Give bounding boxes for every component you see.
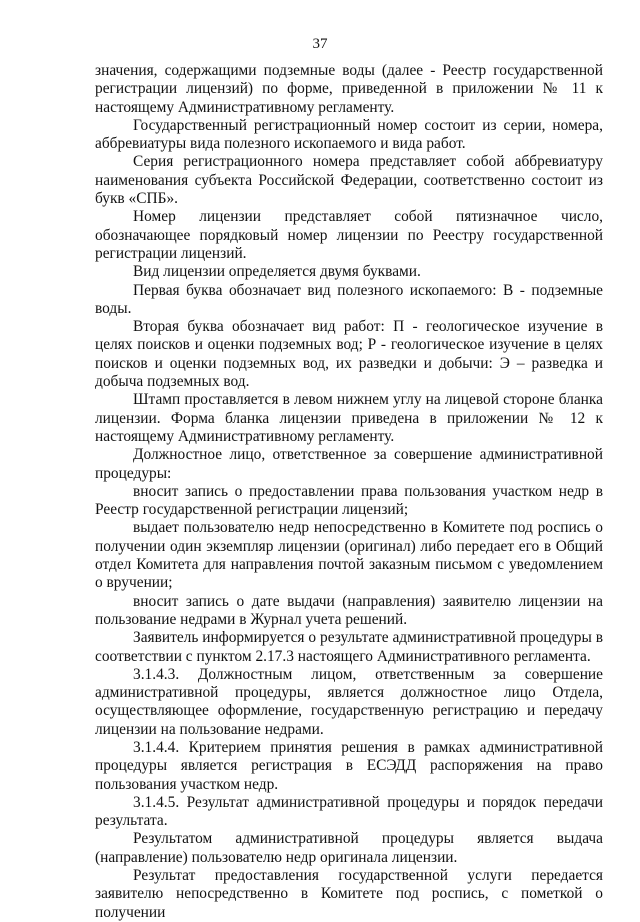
paragraph-result-transfer: Результат предоставления государственной услуги передается заявителю непосредственно в Комитете под роспись, с пометкой о получении	[95, 867, 603, 921]
paragraph-registry-form: значения, содержащими подземные воды (далее - Реестр государственной регистрации лицензий) по форме, приведенной в приложении № 11 к настоящему Административному регламенту.	[95, 62, 603, 116]
paragraph-3-1-4-4: 3.1.4.4. Критерием принятия решения в рамках административной процедуры является регистрация в ЕСЭДД распоряжения на право пользования участком недр.	[95, 738, 603, 793]
document-body	[95, 62, 603, 922]
paragraph-official: Должностное лицо, ответственное за совершение административной процедуры:	[95, 446, 603, 482]
paragraph-applicant-informed: Заявитель информируется о результате административной процедуры в соответствии с пунктом 2.17.3 настоящего Административного регламента.	[95, 629, 603, 665]
paragraph-stamp: Штамп проставляется в левом нижнем углу на лицевой стороне бланка лицензии. Форма бланка лицензии приведена в приложении № 12 к настоящему Административному регламенту.	[95, 391, 603, 445]
paragraph-series: Серия регистрационного номера представляет собой аббревиатуру наименования субъекта Российской Федерации, соответственно состоит из букв «СПБ».	[95, 153, 603, 208]
page-number: 37	[312, 36, 328, 52]
paragraph-registration-number: Государственный регистрационный номер состоит из серии, номера, аббревиатуры вида полезного ископаемого и вида работ.	[95, 116, 603, 153]
paragraph-registry-entry: вносит запись о предоставлении права пользования участком недр в Реестр государственной регистрации лицензий;	[95, 482, 603, 519]
paragraph-journal-entry: вносит запись о дате выдачи (направления) заявителю лицензии на пользование недрами в Журнал учета решений.	[95, 592, 603, 628]
paragraph-first-letter: Первая буква обозначает вид полезного ископаемого: В - подземные воды.	[95, 281, 603, 317]
paragraph-result: Результатом административной процедуры является выдача (направление) пользователю недр оригинала лицензии.	[95, 830, 603, 866]
paragraph-license-type: Вид лицензии определяется двумя буквами.	[133, 263, 421, 281]
paragraph-issue-license: выдает пользователю недр непосредственно в Комитете под роспись о получении один экземпляр лицензии (оригинал) либо передает его в Общий отдел Комитета для направления почтой заказным письмом с уведомлением о вручении;	[95, 519, 603, 592]
paragraph-second-letter: Вторая буква обозначает вид работ: П - геологическое изучение в целях поисков и оценки подземных вод; Р - геологическое изучение в целях поисков и оценки подземных вод, их разведки и добычи: Э – разведка и добыча подземных вод.	[95, 318, 603, 391]
paragraph-3-1-4-5: 3.1.4.5. Результат административной процедуры и порядок передачи результата.	[95, 793, 603, 830]
paragraph-3-1-4-3: 3.1.4.3. Должностным лицом, ответственным за совершение административной процедуры, является должностное лицо Отдела, осуществляющее оформление, государственную регистрацию и передачу лицензии на пользование недрами.	[95, 665, 603, 738]
paragraph-license-number: Номер лицензии представляет собой пятизначное число, обозначающее порядковый номер лицензии по Реестру государственной регистрации лицензий.	[95, 208, 603, 262]
